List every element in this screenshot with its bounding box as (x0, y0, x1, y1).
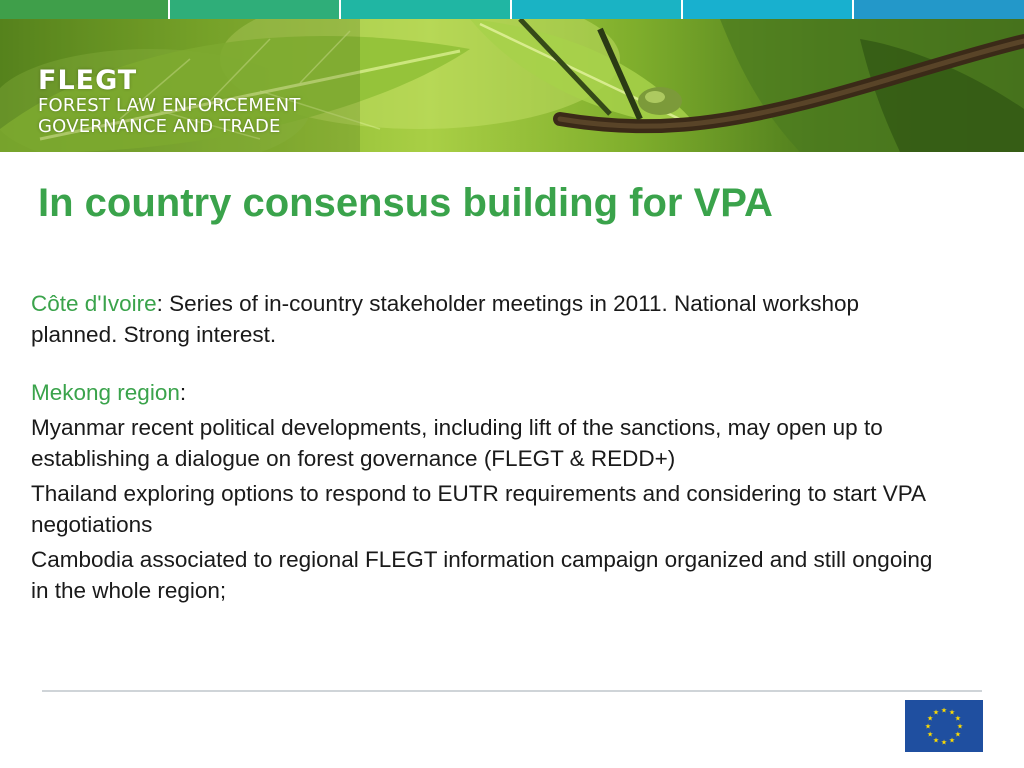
eu-star-icon: ★ (948, 708, 956, 717)
logo-title: FLEGT (38, 65, 138, 96)
mekong-item-cambodia: Cambodia associated to regional FLEGT information campaign organized and still ongoing in the whole region; (31, 547, 933, 603)
strip-segment (0, 0, 170, 19)
cote-divoire-label: Côte d'Ivoire (31, 291, 157, 316)
spacer (31, 350, 951, 377)
mekong-item-myanmar: Myanmar recent political developments, including lift of the sanctions, may open up to establishing a dialogue on forest governance (FLEGT & REDD+) (31, 415, 883, 471)
slide-title: In country consensus building for VPA (38, 181, 773, 225)
eu-star-icon: ★ (926, 730, 934, 739)
eu-star-icon: ★ (932, 736, 940, 745)
logo-subtitle-line1: FOREST LAW ENFORCEMENT (38, 95, 301, 116)
eu-star-icon: ★ (954, 730, 962, 739)
flegt-logo (38, 67, 301, 137)
eu-star-icon: ★ (940, 738, 948, 747)
slide-body (31, 288, 951, 610)
eu-star-icon: ★ (948, 736, 956, 745)
eu-star-icon: ★ (954, 714, 962, 723)
strip-segment (170, 0, 341, 19)
mekong-heading (31, 377, 951, 408)
eu-flag-icon (905, 700, 983, 752)
mekong-item-thailand: Thailand exploring options to respond to EUTR requirements and considering to start VPA negotiations (31, 481, 925, 537)
eu-star-icon: ★ (926, 714, 934, 723)
eu-star-icon: ★ (940, 706, 948, 715)
eu-star-icon: ★ (924, 722, 932, 731)
logo-subtitle-line2: GOVERNANCE AND TRADE (38, 116, 281, 137)
mekong-colon: : (179, 380, 187, 405)
strip-segment (854, 0, 1024, 19)
mekong-label: Mekong region (31, 380, 180, 405)
footer-divider (42, 690, 982, 692)
eu-star-icon: ★ (932, 708, 940, 717)
strip-segment (512, 0, 683, 19)
strip-segment (683, 0, 854, 19)
strip-segment (341, 0, 512, 19)
cote-divoire-paragraph (31, 288, 951, 350)
top-color-strip (0, 0, 1024, 19)
leaf-banner (0, 19, 1024, 152)
eu-star-icon: ★ (956, 722, 964, 731)
cote-divoire-text: : Series of in-country stakeholder meetings in 2011. National workshop planned. Strong interest. (31, 291, 860, 347)
